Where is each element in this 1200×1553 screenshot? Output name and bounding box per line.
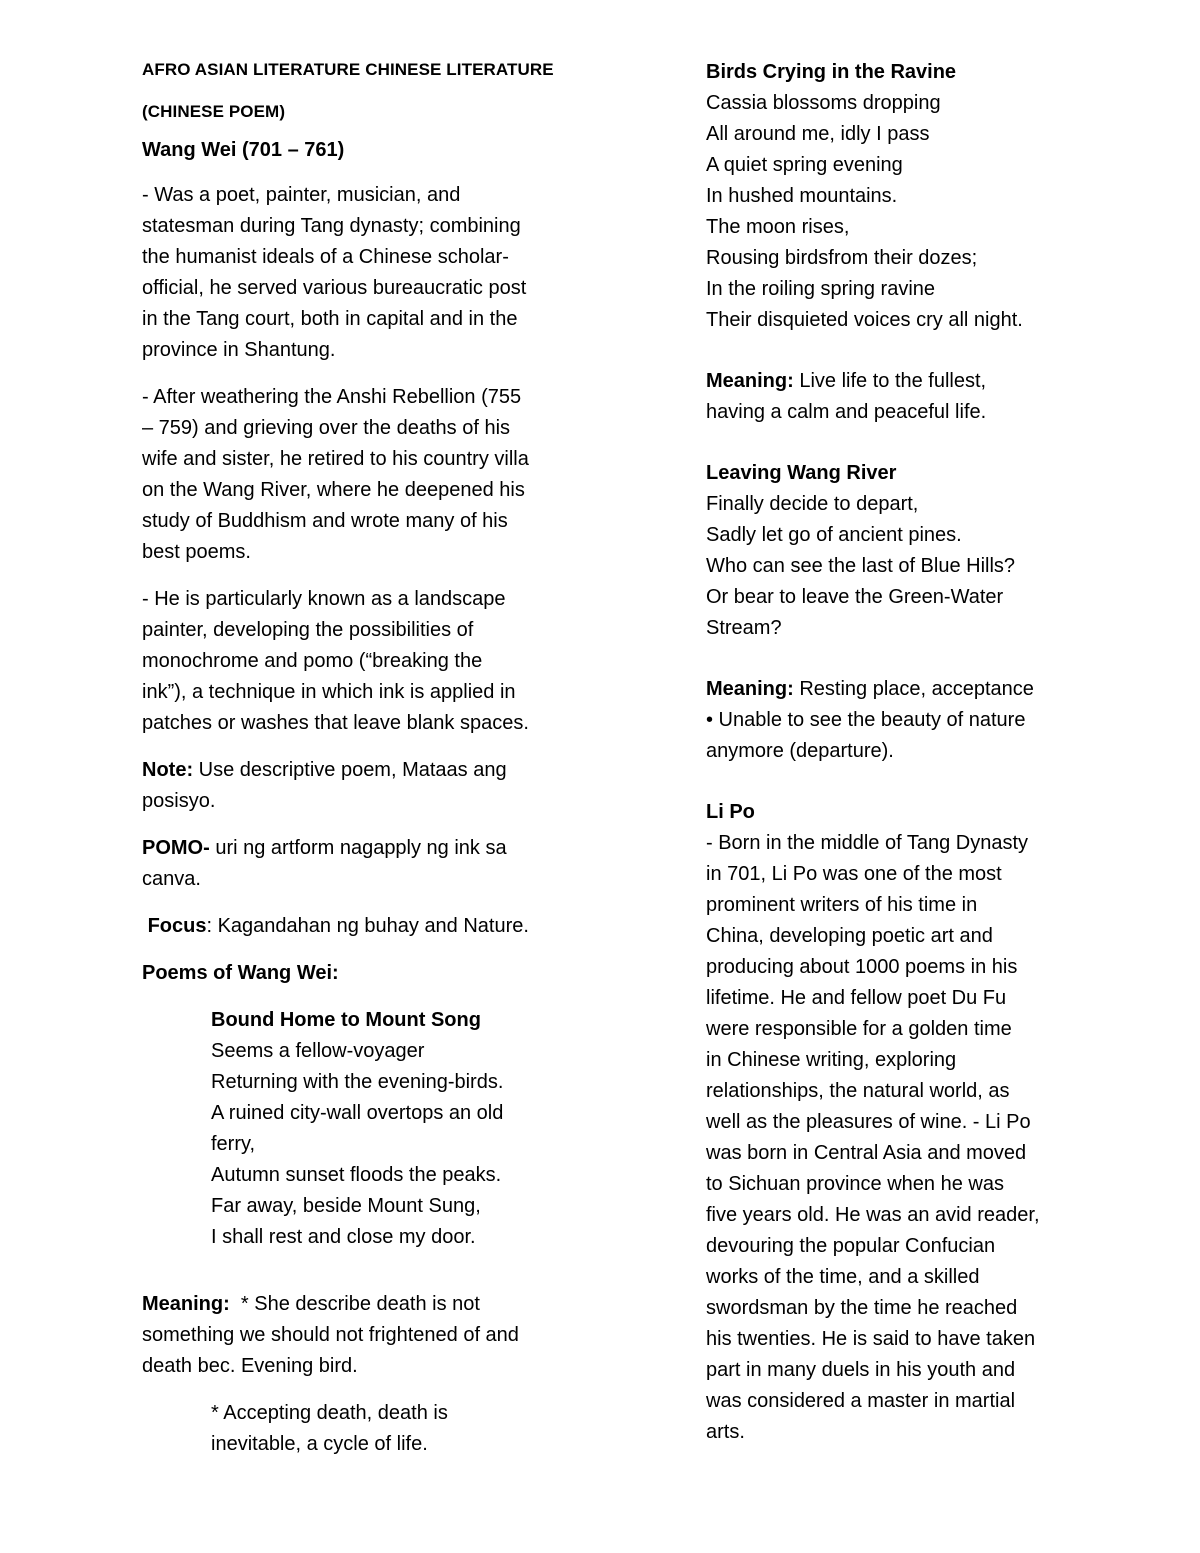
left-column <box>142 57 572 1460</box>
bio-paragraph-2 <box>142 382 572 568</box>
text-line: his twenties. He is said to have taken <box>706 1328 1036 1350</box>
poem-body <box>706 88 1086 336</box>
poem-line: Returning with the evening-birds. <box>211 1071 504 1093</box>
poem-leaving-wang-river <box>706 458 1086 644</box>
text-line: • Unable to see the beauty of nature <box>706 709 1026 731</box>
text-line: * Accepting death, death is <box>211 1402 448 1424</box>
poem-line: I shall rest and close my door. <box>211 1226 476 1248</box>
text-line: something we should not frightened of and <box>142 1324 519 1346</box>
text-line: China, developing poetic art and <box>706 925 993 947</box>
text-line: best poems. <box>142 541 251 563</box>
text-line: inevitable, a cycle of life. <box>211 1433 428 1455</box>
focus-label: Focus <box>147 915 207 937</box>
text-line: the humanist ideals of a Chinese scholar- <box>142 246 509 268</box>
meaning-paragraph-1b <box>142 1398 572 1460</box>
meaning-paragraph-1 <box>142 1289 572 1382</box>
poem-line: A quiet spring evening <box>706 154 903 176</box>
poem-line: Rousing birdsfrom their dozes; <box>706 247 978 269</box>
text-line: ink”), a technique in which ink is applied in <box>142 681 516 703</box>
text-line: five years old. He was an avid reader, <box>706 1204 1040 1226</box>
li-po-section <box>706 797 1086 1448</box>
poems-heading: Poems of Wang Wei: <box>142 962 339 984</box>
poem-body <box>706 489 1086 644</box>
text-line: - He is particularly known as a landscape <box>142 588 506 610</box>
poem-line: Autumn sunset floods the peaks. <box>211 1164 502 1186</box>
text-line: statesman during Tang dynasty; combining <box>142 215 521 237</box>
bio-paragraph-1 <box>142 180 572 366</box>
text-line: swordsman by the time he reached <box>706 1297 1018 1319</box>
poem-title: Bound Home to Mount Song <box>211 1009 481 1031</box>
poem-line: A ruined city-wall overtops an old <box>211 1102 504 1124</box>
meaning-label: Meaning: <box>706 678 794 700</box>
text-line: producing about 1000 poems in his <box>706 956 1018 978</box>
text-line: wife and sister, he retired to his country villa <box>142 448 529 470</box>
focus-text: : Kagandahan ng buhay and Nature. <box>206 915 529 937</box>
poem-bound-home <box>142 1005 572 1253</box>
text-line: in the Tang court, both in capital and in the <box>142 308 518 330</box>
poem-line: In the roiling spring ravine <box>706 278 936 300</box>
meaning-label: Meaning: <box>142 1293 230 1315</box>
poem-line: Cassia blossoms dropping <box>706 92 941 114</box>
text-line: province in Shantung. <box>142 339 336 361</box>
note-text: Use descriptive poem, Mataas ang <box>193 759 507 781</box>
document-subheading: (CHINESE POEM) <box>142 102 286 121</box>
poem-line: Stream? <box>706 617 782 639</box>
poem-birds-crying <box>706 57 1086 336</box>
text-line: painter, developing the possibilities of <box>142 619 474 641</box>
bio-paragraph-3 <box>142 584 572 739</box>
poem-title: Leaving Wang River <box>706 462 897 484</box>
focus-paragraph <box>142 911 572 942</box>
text-line: - Born in the middle of Tang Dynasty <box>706 832 1029 854</box>
text-line: lifetime. He and fellow poet Du Fu <box>706 987 1007 1009</box>
meaning-text: Live life to the fullest, <box>793 370 987 392</box>
poem-body <box>211 1036 572 1253</box>
text-line: part in many duels in his youth and <box>706 1359 1016 1381</box>
meaning-text: Resting place, acceptance <box>793 678 1034 700</box>
author-title: Wang Wei (701 – 761) <box>142 139 345 161</box>
poem-line: ferry, <box>211 1133 256 1155</box>
poem-line: All around me, idly I pass <box>706 123 930 145</box>
document-heading: AFRO ASIAN LITERATURE CHINESE LITERATURE <box>142 60 554 79</box>
poem-line: The moon rises, <box>706 216 850 238</box>
poem-line: Sadly let go of ancient pines. <box>706 524 962 546</box>
poem-line: Who can see the last of Blue Hills? <box>706 555 1016 577</box>
right-column <box>706 57 1086 1448</box>
poem-line: In hushed mountains. <box>706 185 898 207</box>
poem-line: Seems a fellow-voyager <box>211 1040 425 1062</box>
text-line: posisyo. <box>142 790 216 812</box>
pomo-text: uri ng artform nagapply ng ink sa <box>209 837 507 859</box>
text-line: - Was a poet, painter, musician, and <box>142 184 461 206</box>
li-po-bio <box>706 828 1086 1448</box>
section-title: Li Po <box>706 801 755 823</box>
text-line: works of the time, and a skilled <box>706 1266 980 1288</box>
note-paragraph <box>142 755 572 817</box>
meaning-text: * She describe death is not <box>229 1293 480 1315</box>
text-line: anymore (departure). <box>706 740 894 762</box>
text-line: death bec. Evening bird. <box>142 1355 358 1377</box>
poem-line: Far away, beside Mount Sung, <box>211 1195 481 1217</box>
text-line: in Chinese writing, exploring <box>706 1049 957 1071</box>
text-line: devouring the popular Confucian <box>706 1235 996 1257</box>
text-line: to Sichuan province when he was <box>706 1173 1004 1195</box>
pomo-label: POMO- <box>142 837 210 859</box>
pomo-paragraph <box>142 833 572 895</box>
meaning-paragraph-3 <box>706 674 1086 767</box>
text-line: monochrome and pomo (“breaking the <box>142 650 483 672</box>
text-line: well as the pleasures of wine. - Li Po <box>706 1111 1031 1133</box>
meaning-paragraph-2 <box>706 366 1086 428</box>
poem-line: Or bear to leave the Green-Water <box>706 586 1004 608</box>
poem-line: Finally decide to depart, <box>706 493 919 515</box>
text-line: – 759) and grieving over the deaths of his <box>142 417 511 439</box>
text-line: on the Wang River, where he deepened his <box>142 479 525 501</box>
text-line: patches or washes that leave blank spaces. <box>142 712 529 734</box>
text-line: arts. <box>706 1421 745 1443</box>
poem-title: Birds Crying in the Ravine <box>706 61 957 83</box>
text-line: was considered a master in martial <box>706 1390 1016 1412</box>
text-line: was born in Central Asia and moved <box>706 1142 1027 1164</box>
text-line: were responsible for a golden time <box>706 1018 1012 1040</box>
text-line: official, he served various bureaucratic post <box>142 277 527 299</box>
text-line: study of Buddhism and wrote many of his <box>142 510 508 532</box>
text-line: canva. <box>142 868 201 890</box>
text-line: in 701, Li Po was one of the most <box>706 863 1002 885</box>
note-label: Note: <box>142 759 194 781</box>
text-line: having a calm and peaceful life. <box>706 401 987 423</box>
poem-line: Their disquieted voices cry all night. <box>706 309 1023 331</box>
text-line: - After weathering the Anshi Rebellion (755 <box>142 386 522 408</box>
text-line: relationships, the natural world, as <box>706 1080 1010 1102</box>
meaning-label: Meaning: <box>706 370 794 392</box>
text-line: prominent writers of his time in <box>706 894 978 916</box>
